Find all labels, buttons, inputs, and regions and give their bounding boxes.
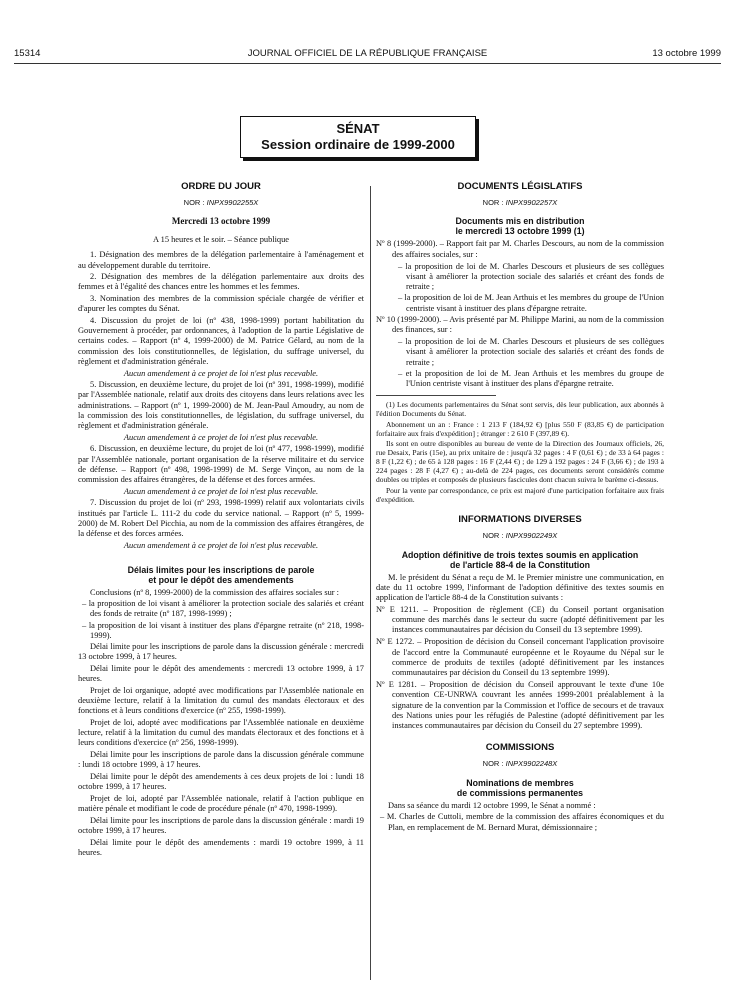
infos-item: Nº E 1272. – Proposition de décision du Conseil concernant l'application provisoire de l'accord entre la Communauté européenne et le Royaume du Népal sur le commerce de produits de textiles (adopté définitivement par les instances communautaires par décision du Conseil du 13 septembre 1999). bbox=[376, 637, 664, 677]
commissions-dash: – M. Charles de Cuttoli, membre de la commission des affaires économiques et du Plan, en remplacement de M. Bernard Murat, démissionnaire ; bbox=[380, 812, 664, 832]
delais-intro: Conclusions (nº 8, 1999-2000) de la commission des affaires sociales sur : bbox=[90, 587, 339, 597]
agenda-item: 2. Désignation des membres de la délégation parlementaire aux droits des femmes et à l'égalité des chances entre les hommes et les femmes. bbox=[78, 272, 364, 292]
ordre-date: Mercredi 13 octobre 1999 bbox=[171, 216, 271, 227]
commissions-nor-code: INPX9902248X bbox=[505, 759, 558, 769]
delais-dash: – la proposition de loi visant à instituer des plans d'épargne retraite (nº 218, 1998-1999). bbox=[82, 620, 364, 640]
footnotes bbox=[376, 400, 664, 504]
footnote-rule bbox=[376, 395, 496, 396]
infos-heading: INFORMATIONS DIVERSES bbox=[458, 514, 582, 526]
agenda-item: 3. Nomination des membres de la commission spéciale chargée de vérifier et d'apurer les comptes du Sénat. bbox=[78, 294, 364, 314]
infos-item: Nº E 1211. – Proposition de règlement (CE) du Conseil portant organisation commune des marchés dans le secteur du sucre (adopté définitivement par les instances communautaires par décision du Conseil du 13 septembre 1999). bbox=[376, 604, 664, 635]
doc-dash: – la proposition de loi de M. Charles Descours et plusieurs de ses collègues visant à améliorer la protection sociale des salariés et créant des fonds de retraite ; bbox=[398, 261, 664, 292]
ordre-nor-code: INPX9902255X bbox=[206, 198, 259, 208]
delais-para: Projet de loi, adopté par l'Assemblée nationale, relatif à l'action publique en matière pénale et modifiant le code de procédure pénale (nº 470, 1998-1999). bbox=[78, 793, 364, 814]
footnote: Abonnement un an : France : 1 213 F (184,92 €) [plus 550 F (83,85 €) de participation forfaitaire aux frais d'expédition] ; étranger : 2 610 F (397,89 €). bbox=[376, 419, 664, 438]
left-column bbox=[78, 180, 364, 860]
infos-nor: NOR : INPX9902249X bbox=[482, 531, 558, 541]
header-rule bbox=[14, 63, 721, 64]
infos-nor-code: INPX9902249X bbox=[505, 531, 558, 541]
delais-para: Délai limite pour le dépôt des amendements : mercredi 13 octobre 1999, à 17 heures. bbox=[78, 663, 364, 684]
doc-entry: Nº 8 (1999-2000). – Rapport fait par M. Charles Descours, au nom de la commission des affaires sociales, sur : bbox=[376, 239, 664, 259]
senate-title: SÉNAT bbox=[336, 121, 380, 136]
footnote: Pour la vente par correspondance, ce prix est majoré d'une participation forfaitaire aux frais d'expédition. bbox=[376, 485, 664, 504]
session-title: Session ordinaire de 1999-2000 bbox=[261, 137, 455, 152]
agenda-item: 4. Discussion du projet de loi (nº 438, 1998-1999) portant habilitation du Gouvernement à procéder, par ordonnances, à l'adoption de la partie Législative de certains codes. – Rapport (nº 4, 1999-2000) de M. Patrice Gélard, au nom de la commission des lois constitutionnelles, de législation, du suffrage universel, du règlement et d'administration générale. bbox=[78, 316, 364, 366]
delais-para: Délai limite pour le dépôt des amendements : mardi 19 octobre 1999, à 11 heures. bbox=[78, 837, 364, 857]
page-number: 15314 bbox=[14, 48, 41, 59]
infos-subheading: Adoption définitive de trois textes soumis en application de l'article 88-4 de la Constitution bbox=[401, 549, 639, 570]
delais-para: Délai limite pour les inscriptions de parole dans la discussion générale commune : lundi 18 octobre 1999, à 17 heures. bbox=[78, 750, 364, 770]
docs-subheading: Documents mis en distribution le mercredi 13 octobre 1999 (1) bbox=[455, 216, 585, 237]
docs-nor-code: INPX9902257X bbox=[505, 198, 558, 208]
commissions-subheading: Nominations de membres de commissions permanentes bbox=[456, 777, 584, 798]
ordre-nor: NOR : INPX9902255X bbox=[183, 198, 259, 208]
commissions-heading: COMMISSIONS bbox=[485, 742, 555, 754]
delais-dash: – la proposition de loi visant à améliorer la protection sociale des salariés et créant des fonds de retraite (nº 187, 1998-1999) ; bbox=[82, 599, 364, 619]
doc-dash: – la proposition de loi de M. Charles Descours et plusieurs de ses collègues visant à améliorer la protection sociale des salariés et créant des fonds de retraite ; bbox=[398, 337, 664, 367]
delais-heading: Délais limites pour les inscriptions de parole et pour le dépôt des amendements bbox=[127, 564, 315, 585]
doc-dash: – la proposition de loi de M. Jean Arthuis et les membres du groupe de l'Union centriste visant à instituer des plans d'épargne retraite. bbox=[398, 293, 664, 313]
doc-dash: – et la proposition de loi de M. Jean Arthuis et les membres du groupe de l'Union centriste visant à instituer des plans d'épargne retraite. bbox=[398, 368, 664, 389]
column-divider bbox=[370, 186, 371, 980]
title-box bbox=[240, 116, 476, 158]
docs-nor: NOR : INPX9902257X bbox=[482, 198, 558, 208]
agenda-item: 1. Désignation des membres de la délégation parlementaire à l'aménagement et au développement durable du territoire. bbox=[78, 250, 364, 270]
agenda-item: 6. Discussion, en deuxième lecture, du projet de loi (nº 477, 1998-1999), modifié par l'Assemblée nationale, portant organisation de la réserve militaire et du service de défense. – Rapport (nº 498, 1998-1999) de M. Serge Vinçon, au nom de la commission des affaires étrangères, de la défense et des forces armées. bbox=[78, 444, 364, 485]
right-column bbox=[376, 180, 664, 834]
agenda-note: Aucun amendement à ce projet de loi n'est plus recevable. bbox=[123, 368, 319, 378]
issue-date: 13 octobre 1999 bbox=[652, 48, 721, 59]
agenda-note: Aucun amendement à ce projet de loi n'est plus recevable. bbox=[123, 486, 319, 496]
delais-para: Projet de loi, adopté avec modifications par l'Assemblée nationale en deuxième lecture, relatif à la limitation du cumul des mandats électoraux et des fonctions et à leurs conditions d'exercice (nº 256, 1998-1999). bbox=[78, 717, 364, 748]
footnote: Ils sont en outre disponibles au bureau de vente de la Direction des Journaux officiels, 26, rue Desaix, Paris (15e), au prix unitaire de : jusqu'à 32 pages : 4 F (0,61 €) ; de 33 à 64 pages : 8 F (1,22 €) ; de 65 à 128 pages : 16 F (2,44 €) ; de 129 à 192 pages : 24 F (3,66 €) ; de 193 à 224 pages : 28 F (4,27 €) ; au-delà de 224 pages, ces documents seront considérés comme doubles ou triples et composés de plusieurs fascicules dont chacun suivra le barème ci-dessus. bbox=[376, 439, 664, 485]
delais-para: Délai limite pour les inscriptions de parole dans la discussion générale : mardi 19 octobre 1999, à 17 heures. bbox=[78, 815, 364, 835]
ordre-heading: ORDRE DU JOUR bbox=[181, 181, 261, 192]
journal-title: JOURNAL OFFICIEL DE LA RÉPUBLIQUE FRANÇAISE bbox=[247, 48, 488, 59]
docs-heading: DOCUMENTS LÉGISLATIFS bbox=[457, 181, 583, 192]
agenda-item: 7. Discussion du projet de loi (nº 293, 1998-1999) relatif aux volontariats civils institués par l'article L. 111-2 du code du service national. – Rapport (nº 5, 1999-2000) de M. Robert Del Picchia, au nom de la commission des affaires étrangères, de la défense et des forces armées. bbox=[78, 498, 364, 539]
infos-item: Nº E 1281. – Proposition de décision du Conseil approuvant le texte d'une 10e convention CE-UNRWA couvrant les années 1999-2001 préalablement à la signature de la convention par la Commission et l'office de secours et de travaux des Nations unies pour les réfugiés de Palestine (adopté définitivement par les instances communautaires par décision du Conseil du 27 septembre 1999). bbox=[376, 680, 664, 730]
doc-entry: Nº 10 (1999-2000). – Avis présenté par M. Philippe Marini, au nom de la commission des finances, sur : bbox=[376, 314, 664, 335]
delais-para: Projet de loi organique, adopté avec modifications par l'Assemblée nationale en deuxième lecture, relatif à la limitation du cumul des mandats électoraux et des fonctions et à leurs conditions d'exercice (nº 255, 1998-1999). bbox=[78, 685, 364, 716]
page-header bbox=[14, 48, 721, 62]
agenda-note: Aucun amendement à ce projet de loi n'est plus recevable. bbox=[123, 432, 319, 442]
agenda-item: 5. Discussion, en deuxième lecture, du projet de loi (nº 391, 1998-1999), modifié par l'Assemblée nationale, relatif aux droits des citoyens dans leurs relations avec les administrations. – Rapport (nº 1, 1999-2000) de M. Jean-Paul Amoudry, au nom de la commission des lois constitutionnelles, de législation, du suffrage universel, du règlement et d'administration générale. bbox=[78, 380, 364, 431]
footnote: (1) Les documents parlementaires du Sénat sont servis, dès leur publication, aux abonnés à l'édition Documents du Sénat. bbox=[376, 400, 664, 419]
delais-para: Délai limite pour les inscriptions de parole dans la discussion générale : mercredi 13 octobre 1999, à 17 heures. bbox=[78, 642, 364, 662]
commissions-nor: NOR : INPX9902248X bbox=[482, 759, 558, 769]
session-line: A 15 heures et le soir. – Séance publique bbox=[152, 234, 290, 244]
delais-para: Délai limite pour le dépôt des amendements à ces deux projets de loi : lundi 18 octobre 1999, à 17 heures. bbox=[78, 771, 364, 792]
infos-intro: M. le président du Sénat a reçu de M. le Premier ministre une communication, en date du 11 octobre 1999, l'informant de l'adoption définitive des textes soumis en application de l'article 88-4 de la Constitution suivants : bbox=[376, 572, 664, 603]
agenda-note: Aucun amendement à ce projet de loi n'est plus recevable. bbox=[123, 540, 319, 550]
commissions-intro: Dans sa séance du mardi 12 octobre 1999, le Sénat a nommé : bbox=[388, 800, 596, 810]
